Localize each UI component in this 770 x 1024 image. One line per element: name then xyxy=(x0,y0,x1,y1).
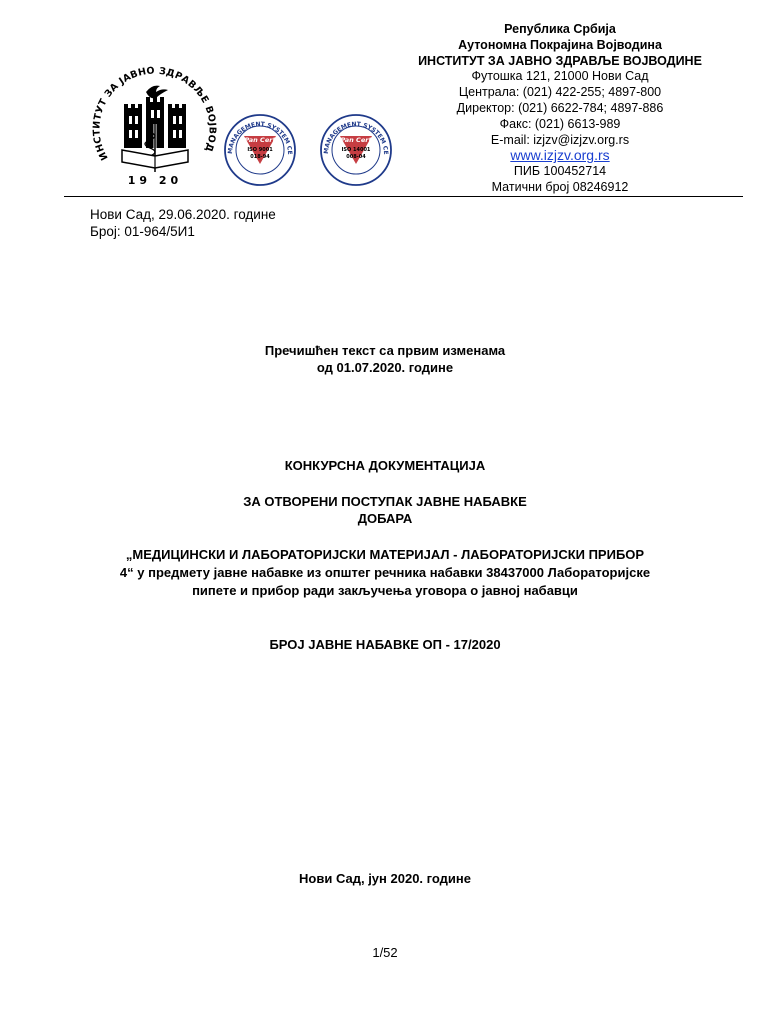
document-date: Нови Сад, 29.06.2020. године xyxy=(90,207,276,222)
institute-logo xyxy=(88,40,223,190)
header-fax: Факс: (021) 6613-989 xyxy=(499,116,621,131)
document-title: КОНКУРСНА ДОКУМЕНТАЦИЈА xyxy=(284,458,486,473)
page-number: 1/52 xyxy=(372,945,398,960)
procedure-line-2: ДОБАРА xyxy=(357,511,413,526)
cert1-standard: ISO 9001 xyxy=(247,147,273,153)
subject-line-2: 4“ у предмету јавне набавке из општег речника набавки 38437000 Лабораторијске xyxy=(119,565,651,580)
header-republic: Република Србија xyxy=(504,22,616,36)
cert2-standard: ISO 14001 xyxy=(341,147,371,153)
header-director-phone: Директор: (021) 6622-784; 4897-886 xyxy=(456,100,664,115)
subject-line-3: пипете и прибор ради закључења уговора о јавној набавци xyxy=(192,583,578,598)
header-pib: ПИБ 100452714 xyxy=(513,164,607,179)
procedure-heading xyxy=(0,493,770,527)
cert1-ring-text: MANAGEMENT SYSTEM CE xyxy=(226,120,294,155)
cert2-ring-text: MANAGEMENT SYSTEM CE xyxy=(322,120,390,155)
revision-line-2: од 01.07.2020. године xyxy=(316,360,454,375)
procedure-line-1: ЗА ОТВОРЕНИ ПОСТУПАК ЈАВНЕ НАБАВКЕ xyxy=(243,494,527,509)
header-central-phone: Централа: (021) 422-255; 4897-800 xyxy=(458,85,662,100)
cert1-sub: 018-94 xyxy=(250,154,270,160)
header-divider xyxy=(64,196,743,197)
header-registration-number: Матични број 08246912 xyxy=(491,179,629,194)
iso-9001-seal xyxy=(222,112,298,188)
logo-ring-text: ИНСТИТУТ ЗА ЈАВНО ЗДРАВЉЕ ВОЈВОД xyxy=(91,65,218,162)
website-link[interactable]: www.izjzv.org.rs xyxy=(510,147,610,164)
letterhead-info xyxy=(400,22,720,196)
cert2-sub: 008-04 xyxy=(346,154,366,160)
iso-14001-seal xyxy=(318,112,394,188)
document-meta xyxy=(90,206,276,240)
header-province: Аутономна Покрајина Војводина xyxy=(458,37,662,52)
revision-line-1: Пречишћен текст са првим изменама xyxy=(264,343,506,358)
subject-line-1: „МЕДИЦИНСКИ И ЛАБОРАТОРИЈСКИ МАТЕРИЈАЛ - ЛАБОРАТОРИЈСКИ ПРИБОР xyxy=(125,547,645,562)
cert1-brand: Pan Cert xyxy=(244,136,276,144)
header-address: Футошка 121, 21000 Нови Сад xyxy=(471,69,649,84)
revision-note xyxy=(0,342,770,376)
header-institute: ИНСТИТУТ ЗА ЈАВНО ЗДРАВЉЕ ВОЈВОДИНЕ xyxy=(418,53,702,68)
procurement-number: БРОЈ ЈАВНЕ НАБАВКЕ ОП - 17/2020 xyxy=(269,637,501,652)
logo-year: 19 20 xyxy=(127,174,183,187)
procurement-subject xyxy=(0,546,770,600)
place-date: Нови Сад, јун 2020. године xyxy=(299,871,471,886)
header-email: E-mail: izjzv@izjzv.org.rs xyxy=(490,132,630,147)
document-number: Број: 01-964/5И1 xyxy=(90,224,195,239)
cert2-brand: Pan Cert xyxy=(340,136,372,144)
